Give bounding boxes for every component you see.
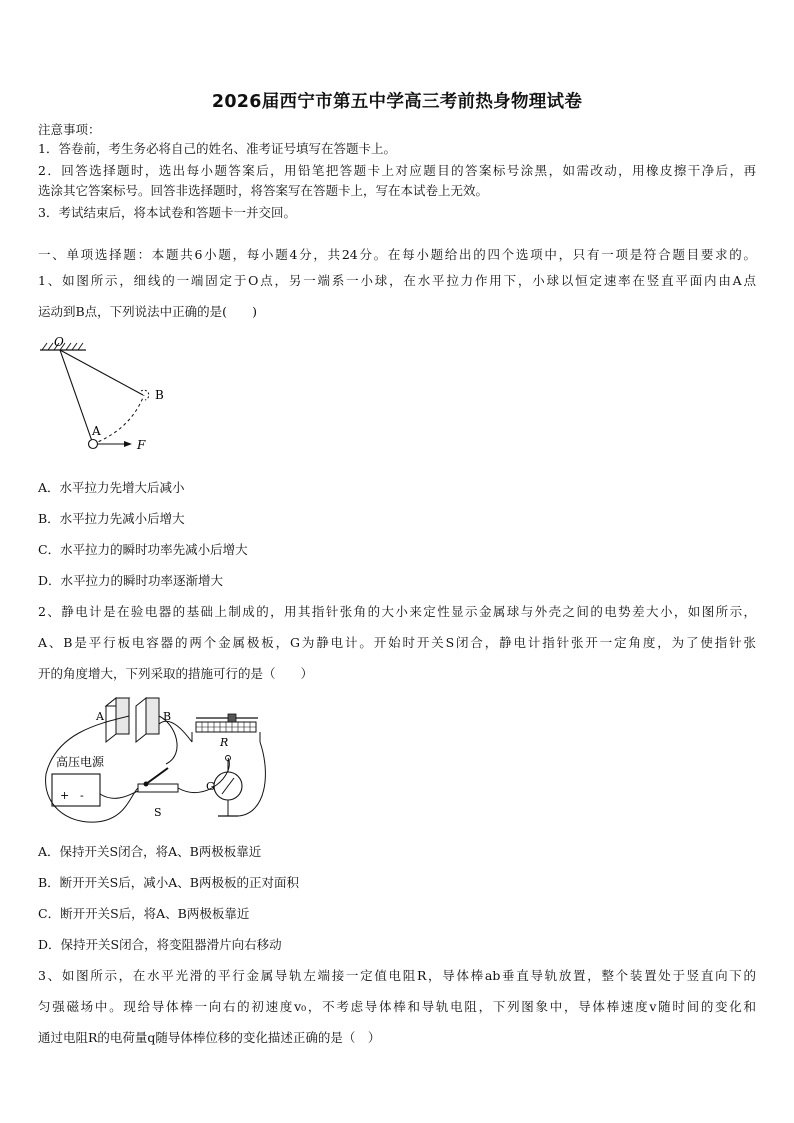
question-2-option: A．保持开关S闭合，将A、B两极板靠近 [38, 844, 262, 859]
question-3-stem-cont: 通过电阻R的电荷量q随导体棒位移的变化描述正确的是（ ） [38, 1030, 381, 1045]
minus-terminal-label: - [80, 789, 84, 802]
question-1-stem-cont: 运动到B点，下列说法中正确的是( ) [38, 304, 257, 319]
electrometer-g-label: G [206, 780, 215, 793]
notes-heading: 注意事项： [38, 122, 101, 137]
power-supply-label: 高压电源 [56, 755, 105, 769]
capacitor-plate-b [136, 698, 159, 742]
question-2-stem-cont: A、B是平行板电容器的两个金属极板，G为静电计。开始时开关S闭合，静电计指针张开一定角度，为了使指针张 [38, 635, 756, 650]
note-item: 选涂其它答案标号。回答非选择题时，将答案写在答题卡上，写在本试卷上无效。 [38, 183, 489, 198]
question-1-option: B．水平拉力先减小后增大 [38, 511, 185, 526]
question-2-option: D．保持开关S闭合，将变阻器滑片向右移动 [38, 937, 282, 952]
question-2-stem: 2、静电计是在验电器的基础上制成的，用其指针张角的大小来定性显示金属球与外壳之间的电势差大小，如图所示， [38, 604, 756, 619]
plate-a-label: A [96, 710, 104, 723]
rheostat-r-label: R [220, 736, 229, 749]
question-1-option: A．水平拉力先增大后减小 [38, 480, 185, 495]
plus-terminal-label: + [60, 789, 70, 802]
capacitor-plate-a [106, 698, 129, 742]
switch-s [138, 768, 178, 792]
plate-b-label: B [163, 710, 172, 723]
electrometer-g [214, 756, 242, 817]
note-item: 2．回答选择题时，选出每小题答案后，用铅笔把答题卡上对应题目的答案标号涂黑，如需改动，用橡皮擦干净后，再 [38, 163, 756, 178]
question-3-stem: 3、如图所示，在水平光滑的平行金属导轨左端接一定值电阻R，导体棒ab垂直导轨放置，整个装置处于竖直向下的 [38, 968, 756, 983]
pendulum-figure [36, 334, 176, 456]
question-1-option: D．水平拉力的瞬时功率逐渐增大 [38, 573, 224, 588]
question-1-option: C．水平拉力的瞬时功率先减小后增大 [38, 542, 248, 557]
question-1-stem: 1、如图所示，细线的一端固定于O点，另一端系一小球，在水平拉力作用下，小球以恒定速率在竖直平面内由A点 [38, 273, 756, 288]
point-o-label: O [54, 335, 64, 349]
switch-s-label: S [154, 806, 162, 819]
force-f-label: F [137, 438, 146, 452]
capacitor-circuit-figure [36, 694, 276, 834]
question-2-option: C．断开开关S后，将A、B两极板靠近 [38, 906, 250, 921]
force-arrow-icon [124, 441, 132, 447]
question-3-stem-cont: 匀强磁场中。现给导体棒一向右的初速度v₀，不考虑导体棒和导轨电阻，下列图象中，导体棒速度v随时间的变化和 [38, 999, 756, 1014]
section-heading: 一、单项选择题：本题共6小题，每小题4分，共24分。在每小题给出的四个选项中，只有一项是符合题目要求的。 [38, 247, 756, 262]
point-b-label: B [155, 388, 164, 402]
note-item: 3．考试结束后，将本试卷和答题卡一并交回。 [38, 205, 296, 220]
note-item: 1．答卷前，考生务必将自己的姓名、准考证号填写在答题卡上。 [38, 141, 396, 156]
page-title: 2026届西宁市第五中学高三考前热身物理试卷 [211, 92, 583, 112]
question-2-stem-cont: 开的角度增大，下列采取的措施可行的是（ ） [38, 666, 314, 681]
point-a-label: A [92, 424, 101, 438]
ball-a [89, 440, 98, 449]
question-2-option: B．断开开关S后，减小A、B两极板的正对面积 [38, 875, 299, 890]
